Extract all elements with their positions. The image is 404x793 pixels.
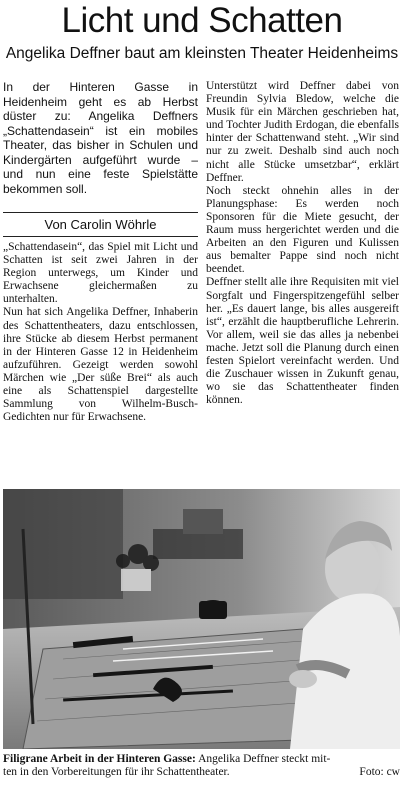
caption-text-2: ten in den Vorbereitungen für ihr Schattentheater. — [3, 766, 230, 778]
photo-caption — [3, 753, 400, 779]
lead-paragraph: In der Hinteren Gasse in Heidenheim geht es ab Herbst düster zu: Angelika Deffners „Schattendasein“ ist ein mobiles Theater, das bisher in Schulen und Kindergärten aufgeführt wurde – und nun eine feste Spielstätte bekommen soll. — [3, 80, 198, 196]
body-paragraph: „Schattendasein“, das Spiel mit Licht und Schatten ist seit zwei Jahren in der Region unterwegs, um Kinder und Erwachsene gleichermaßen zu unterhalten. — [3, 241, 198, 306]
article-byline: Von Carolin Wöhrle — [44, 217, 157, 232]
caption-line-1 — [3, 753, 400, 766]
body-paragraph: Unterstützt wird Deffner dabei von Freundin Sylvia Bledow, welche die Musik für ein Märchen geschrieben hat, und Tochter Judith Erdogan, die ebenfalls hinter der Schattenwand steht. „Wir sind nur zu zweit. Deshalb sind auch noch nicht alle Stücke umsetzbar“, erklärt Deffner. — [206, 80, 399, 184]
body-paragraph: Deffner stellt alle ihre Requisiten mit viel Sorgfalt und Fingerspitzengefühl selber her. „Es dauert lange, bis alles ausgereift ist“, erzählt die hauptberufliche Lehrerin. Vor allem, weil sie das alles ja nebenbei mache. Jetzt soll die Planung durch einen festen Spielort vereinfacht werden. Und die Zuschauer wissen in Zukunft genau, wo sie das Schattentheater finden können. — [206, 276, 399, 407]
article-subheadline: Angelika Deffner baut am kleinsten Theater Heidenheims — [5, 45, 399, 62]
caption-text-1: Angelika Deffner steckt mit- — [195, 753, 331, 765]
caption-line-2 — [3, 766, 400, 779]
body-paragraph: Nun hat sich Angelika Deffner, Inhaberin des Schattentheaters, dazu entschlossen, ihre Stücke ab diesem Herbst permanent in der Hinteren Gasse 12 in Heidenheim aufzuführen. Gezeigt werden sowohl Märchen wie „Der süße Brei“ als auch eine als Schattenspiel dargestellte Sammlung von Wilhelm-Busch-Gedichten nur für Erwachsene. — [3, 306, 198, 424]
body-paragraph: Noch steckt ohnehin alles in der Planungsphase: Es werden noch Sponsoren für die Miete gesucht, der Raum muss hergerichtet werden und die Arbeiten an den Figuren und Kulissen aus bemalter Pappe sind noch nicht beendet. — [206, 184, 399, 276]
article-headline: Licht und Schatten — [61, 1, 343, 40]
article-lead — [3, 80, 198, 196]
workshop-photo-illustration — [3, 489, 400, 749]
body-column-left — [3, 241, 198, 486]
byline-rule-top — [3, 212, 198, 213]
article-photo — [3, 489, 400, 749]
photo-credit: Foto: cw — [359, 766, 400, 778]
byline-rule-bottom — [3, 236, 198, 237]
caption-label: Filigrane Arbeit in der Hinteren Gasse: — [3, 753, 196, 765]
body-column-right — [206, 80, 399, 486]
